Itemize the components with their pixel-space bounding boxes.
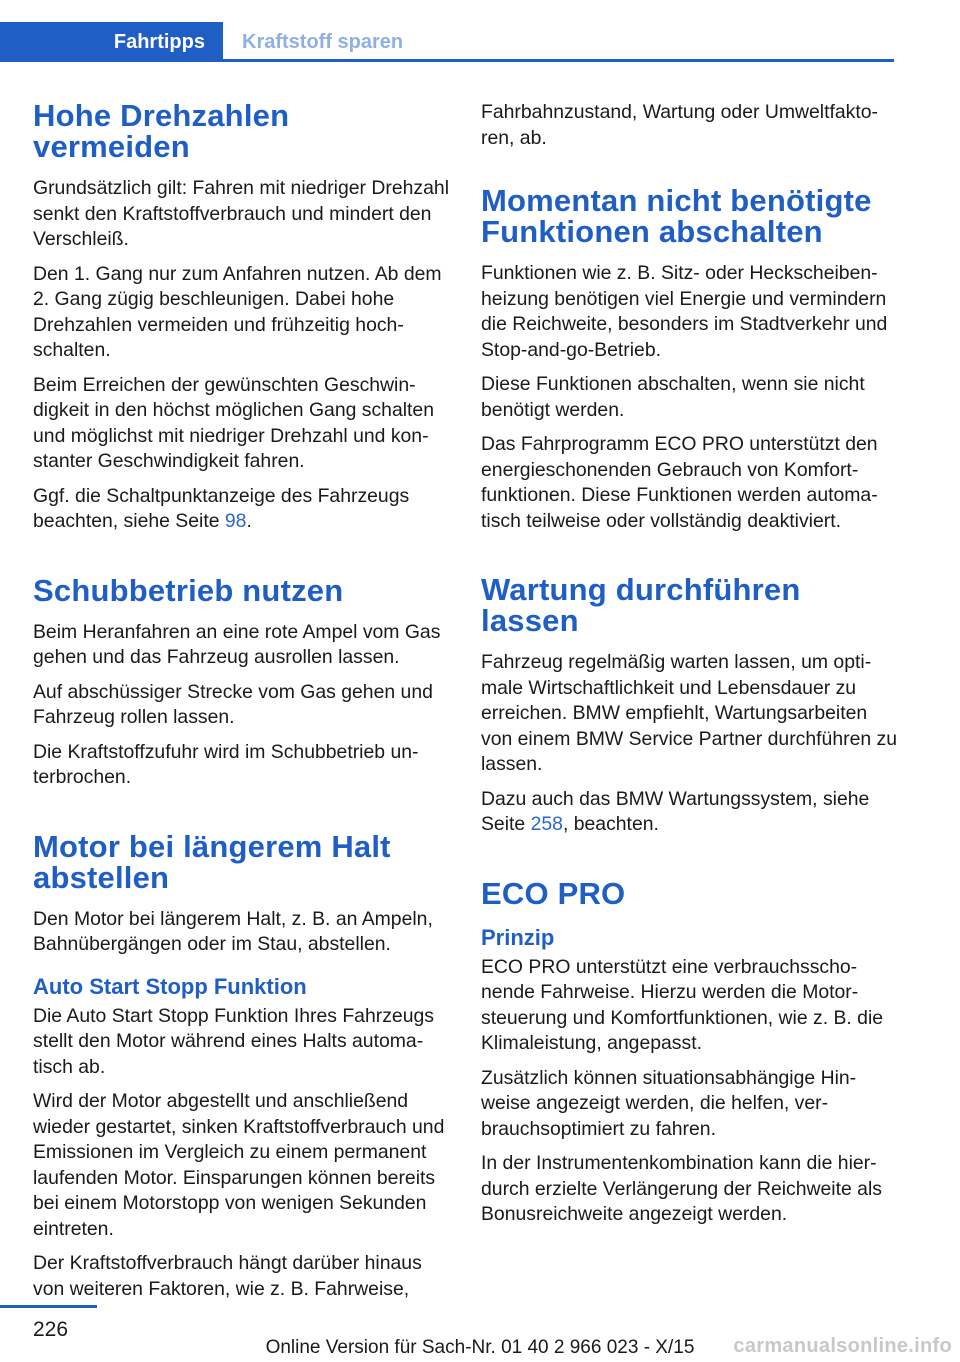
paragraph: Fahrzeug regelmäßig warten lassen, um optimale Wirtschaftlichkeit und Lebensdauer zu erreichen. BMW empfiehlt, Wartungsarbeiten von einem BMW Service Partner durchführen zu lassen. (481, 651, 897, 775)
page-link-98[interactable]: 98 (224, 510, 247, 532)
heading-eco-pro: ECO PRO (481, 875, 626, 911)
watermark: carmanualsonline.info (733, 1335, 952, 1357)
text: . (246, 510, 252, 532)
paragraph: Den Motor bei längerem Halt, z. B. an Ampeln, Bahnübergängen oder im Stau, abstellen. (33, 907, 433, 955)
paragraph: Die Kraftstoffzufuhr wird im Schubbetrieb unterbrochen. (33, 740, 419, 788)
paragraph: Wird der Motor abgestellt und anschließend wieder gestartet, sinken Kraftstoffverbrauch und Emissionen im Vergleich zu einem permanent laufenden Motor. Einsparungen können bereits bei einem Motorstopp von wenigen Sekunden eintreten. (33, 1090, 445, 1240)
paragraph (481, 787, 899, 838)
paragraph: Der Kraftstoffverbrauch hängt darüber hinaus von weiteren Faktoren, wie z. B. Fahrweise, (33, 1252, 422, 1300)
paragraph: Die Auto Start Stopp Funktion Ihres Fahrzeugs stellt den Motor während eines Halts automatisch ab. (33, 1004, 434, 1078)
footer-rule (0, 1305, 97, 1308)
text: , beachten. (562, 813, 659, 835)
paragraph: In der Instrumentenkombination kann die hierdurch erzielte Verlängerung der Reichweite als Bonusreichweite angezeigt werden. (481, 1152, 882, 1225)
paragraph: Grundsätzlich gilt: Fahren mit niedriger Drehzahl senkt den Kraftstoffverbrauch und mindert den Verschleiß. (33, 177, 449, 250)
paragraph: ECO PRO unterstützt eine verbrauchsschonende Fahrweise. Hierzu werden die Motorsteuerung und Komfortfunktionen, wie z. B. die Klimaleistung, angepasst. (481, 955, 884, 1054)
subheading-auto-start-stopp: Auto Start Stopp Funktion (33, 973, 307, 999)
paragraph: Beim Heranfahren an eine rote Ampel vom Gas gehen und das Fahrzeug ausrollen lassen. (33, 620, 441, 668)
heading-funktionen-abschalten: Momentan nicht benötigte Funktionen abschalten (481, 183, 872, 249)
header-bar (0, 0, 960, 62)
text: Dazu auch das BMW Wartungssystem, siehe Seite (481, 787, 870, 835)
heading-hohe-drehzahlen: Hohe Drehzahlen vermeiden (33, 98, 290, 164)
online-version-note: Online Version für Sach-Nr. 01 40 2 966 023 - X/15 (265, 1337, 695, 1358)
tab-kraftstoff-sparen[interactable]: Kraftstoff sparen (242, 30, 404, 53)
paragraph: Beim Erreichen der gewünschten Geschwindigkeit in den höchst möglichen Gang schalten und möglichst mit niedriger Drehzahl und konstanter Geschwindigkeit fahren. (33, 373, 434, 472)
heading-wartung: Wartung durchführen lassen (481, 572, 801, 638)
paragraph (33, 484, 451, 535)
left-column (33, 100, 451, 1311)
page-number: 226 (33, 1318, 69, 1341)
paragraph: Den 1. Gang nur zum Anfahren nutzen. Ab dem 2. Gang zügig beschleunigen. Dabei hohe Drehzahlen vermeiden und frühzeitig hochschalten. (33, 262, 442, 361)
paragraph: Fahrbahnzustand, Wartung oder Umweltfaktoren, ab. (481, 101, 878, 149)
paragraph: Diese Funktionen abschalten, wenn sie nicht benötigt werden. (481, 373, 865, 421)
paragraph: Das Fahrprogramm ECO PRO unterstützt den energieschonenden Gebrauch von Komfortfunktionen. Diese Funktionen werden automatisch teilweise oder vollständig deaktiviert. (481, 433, 878, 532)
tab-fahrtipps[interactable]: Fahrtipps (0, 22, 223, 62)
header-rule (0, 59, 894, 62)
paragraph: Auf abschüssiger Strecke vom Gas gehen und Fahrzeug rollen lassen. (33, 680, 433, 728)
heading-motor-abstellen: Motor bei längerem Halt abstellen (33, 828, 391, 895)
heading-schubbetrieb: Schubbetrieb nutzen (33, 572, 344, 608)
page-link-258[interactable]: 258 (530, 813, 563, 835)
right-column (481, 100, 899, 1237)
text: Ggf. die Schaltpunktanzeige des Fahrzeugs beachten, siehe Seite (33, 484, 410, 532)
paragraph: Funktionen wie z. B. Sitz- oder Heckscheibenheizung benötigen viel Energie und vermindern die Reichweite, besonders im Stadtverkehr und Stop-and-go-Betrieb. (481, 262, 888, 361)
subheading-prinzip: Prinzip (481, 924, 555, 950)
paragraph: Zusätzlich können situationsabhängige Hinweise angezeigt werden, die helfen, verbrauchsoptimiert zu fahren. (481, 1066, 857, 1140)
